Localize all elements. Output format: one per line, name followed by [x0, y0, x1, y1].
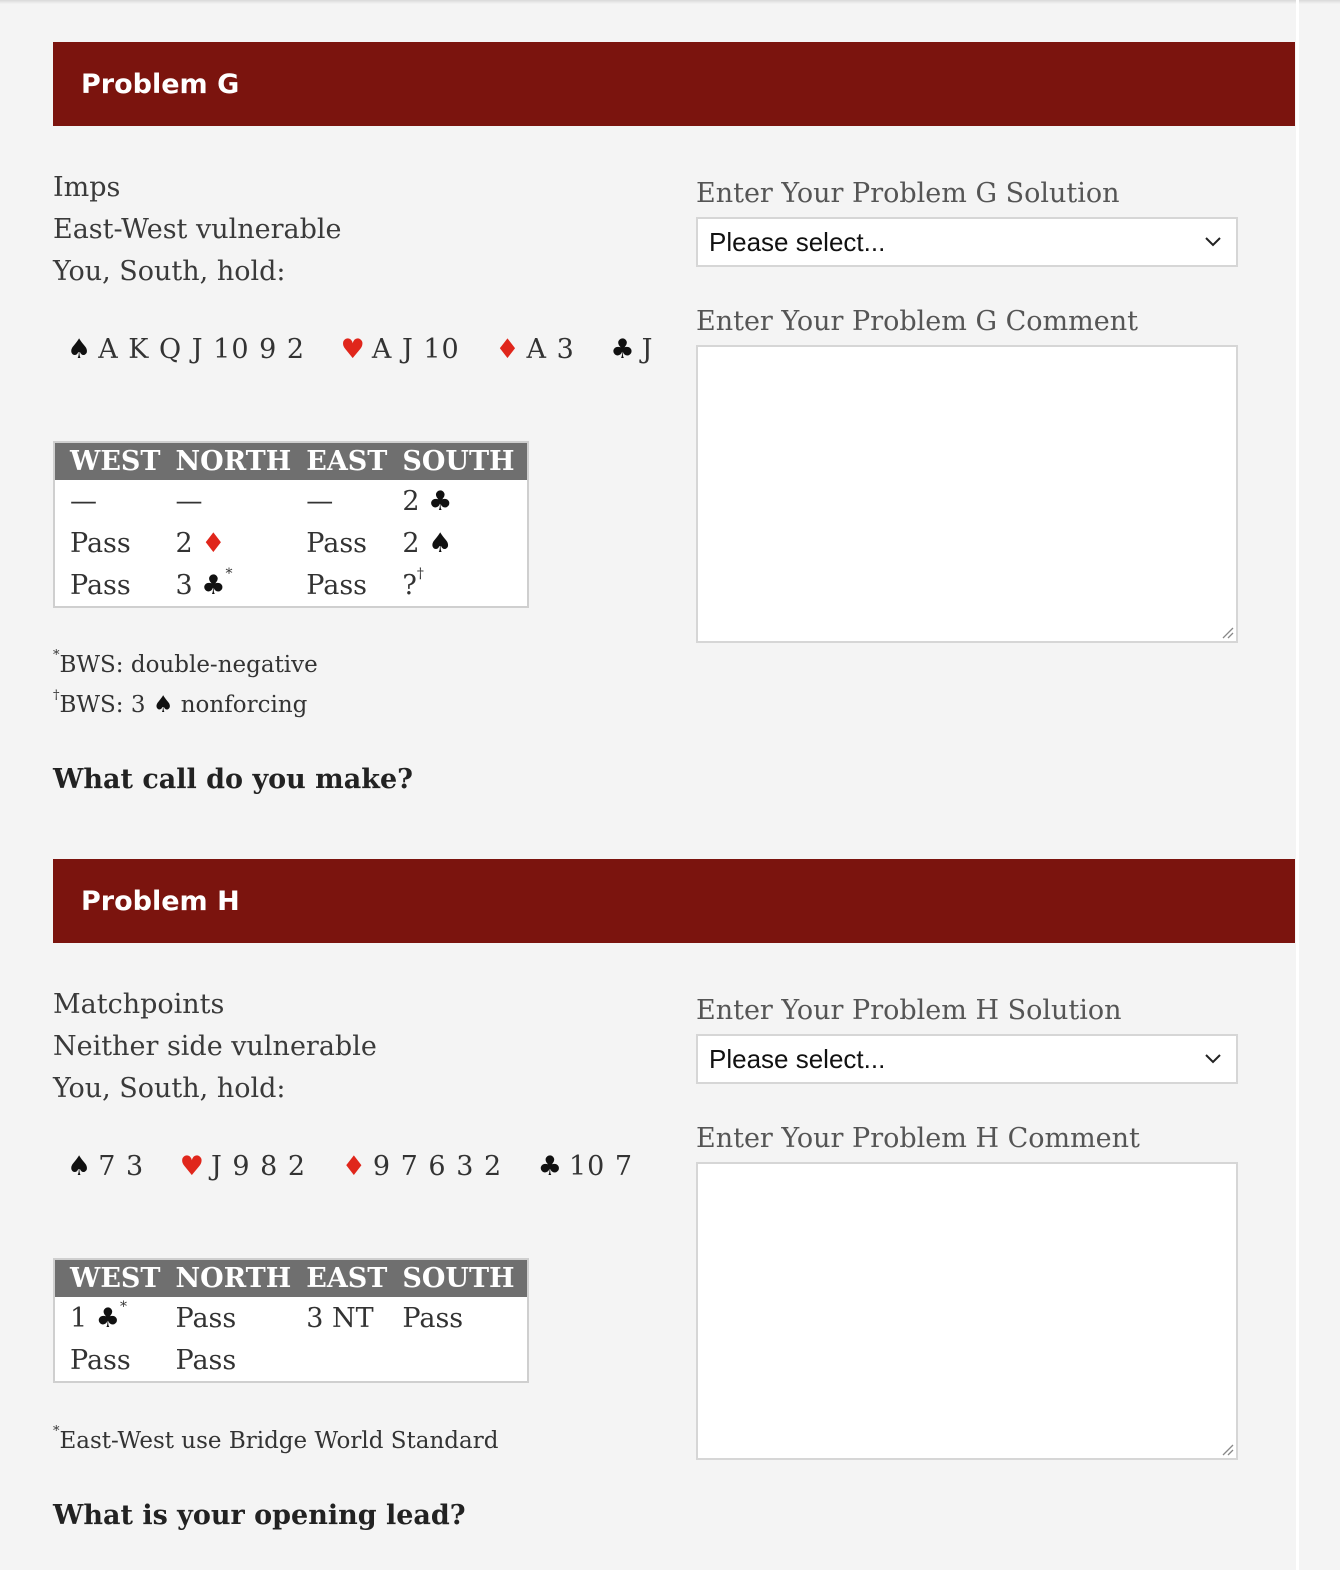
header-east: EAST — [291, 1259, 387, 1297]
solution-label: Enter Your Problem G Solution — [696, 178, 1120, 209]
problem-h-hand — [67, 1151, 659, 1182]
content-border — [1296, 0, 1299, 1570]
problem-g-auction-table — [53, 441, 529, 608]
header-west: WEST — [54, 1259, 161, 1297]
heart-icon: ♥ — [179, 1151, 205, 1182]
solution-label: Enter Your Problem H Solution — [696, 995, 1122, 1026]
solution-select[interactable] — [696, 217, 1238, 267]
auction-call: 2 ♠ — [402, 527, 453, 559]
auction-row — [54, 1339, 528, 1382]
scoring-text: Imps — [53, 172, 121, 203]
hearts-holding: J 9 8 2 — [210, 1151, 307, 1182]
spade-icon: ♠ — [67, 1151, 93, 1182]
footnote: †BWS: 3 ♠ nonforcing — [53, 688, 308, 718]
header-east: EAST — [291, 442, 387, 480]
vulnerability-text: Neither side vulnerable — [53, 1031, 377, 1062]
clubs-holding: 10 7 — [568, 1151, 634, 1182]
auction-call: Pass — [70, 569, 131, 601]
hold-text: You, South, hold: — [53, 1073, 286, 1104]
resize-grip-icon[interactable] — [1220, 625, 1234, 639]
problem-g-hand — [67, 334, 679, 365]
spades-holding: A K Q J 10 9 2 — [98, 334, 306, 365]
auction-row — [54, 564, 528, 607]
problem-h-banner — [53, 859, 1295, 943]
chevron-down-icon — [1202, 230, 1224, 252]
comment-label: Enter Your Problem G Comment — [696, 306, 1138, 337]
auction-call: Pass — [402, 1302, 464, 1334]
auction-call: 2 ♣ — [402, 485, 453, 517]
auction-call: — — [70, 485, 97, 517]
problem-g-banner — [53, 42, 1295, 126]
auction-call: — — [306, 485, 334, 517]
auction-call: Pass — [175, 1344, 237, 1376]
problem-g-title: Problem G — [81, 68, 240, 100]
auction-call: 1 ♣* — [70, 1298, 127, 1334]
header-north: NORTH — [161, 1259, 292, 1297]
auction-call: — — [175, 485, 203, 517]
hearts-holding: A J 10 — [371, 334, 460, 365]
resize-grip-icon[interactable] — [1220, 1442, 1234, 1456]
header-south: SOUTH — [387, 442, 528, 480]
footnote: *East-West use Bridge World Standard — [53, 1424, 499, 1454]
diamond-icon: ♦ — [495, 334, 521, 365]
clubs-holding: J — [641, 334, 654, 365]
header-west: WEST — [54, 442, 161, 480]
comment-textarea[interactable] — [696, 1162, 1238, 1460]
problem-h-auction-table — [53, 1258, 529, 1383]
chevron-down-icon — [1202, 1047, 1224, 1069]
diamonds-holding: A 3 — [526, 334, 575, 365]
auction-call: Pass — [70, 1344, 131, 1376]
problem-g-section — [53, 42, 1295, 822]
auction-header-row — [54, 1259, 528, 1297]
select-value: Please select... — [709, 1043, 886, 1074]
problem-h-conditions — [53, 984, 673, 1110]
header-south: SOUTH — [387, 1259, 528, 1297]
problem-h-question: What is your opening lead? — [53, 1500, 466, 1531]
vulnerability-text: East-West vulnerable — [53, 214, 342, 245]
comment-textarea[interactable] — [696, 345, 1238, 643]
auction-call: 2 ♦ — [175, 527, 226, 559]
problem-h-section — [53, 859, 1295, 1570]
auction-call: 3 ♣* — [175, 565, 233, 601]
top-shadow — [0, 0, 1340, 4]
club-icon: ♣ — [537, 1151, 563, 1182]
diamonds-holding: 9 7 6 3 2 — [372, 1151, 503, 1182]
spades-holding: 7 3 — [98, 1151, 145, 1182]
auction-call: ?† — [402, 565, 424, 601]
comment-label: Enter Your Problem H Comment — [696, 1123, 1140, 1154]
auction-call — [387, 1339, 528, 1382]
diamond-icon: ♦ — [341, 1151, 367, 1182]
auction-call: Pass — [70, 527, 131, 559]
auction-call: 3 NT — [306, 1302, 374, 1334]
scoring-text: Matchpoints — [53, 989, 225, 1020]
solution-select[interactable] — [696, 1034, 1238, 1084]
club-icon: ♣ — [610, 334, 636, 365]
auction-row — [54, 480, 528, 522]
auction-row — [54, 1297, 528, 1339]
hold-text: You, South, hold: — [53, 256, 286, 287]
select-value: Please select... — [709, 226, 886, 257]
problem-h-title: Problem H — [81, 885, 240, 917]
auction-row — [54, 522, 528, 564]
auction-call: Pass — [175, 1302, 237, 1334]
problem-g-question: What call do you make? — [53, 764, 413, 795]
problem-g-conditions — [53, 167, 673, 293]
auction-call: Pass — [306, 569, 368, 601]
spade-icon: ♠ — [67, 334, 93, 365]
header-north: NORTH — [161, 442, 292, 480]
auction-header-row — [54, 442, 528, 480]
heart-icon: ♥ — [340, 334, 366, 365]
footnote: *BWS: double-negative — [53, 648, 318, 678]
auction-call: Pass — [306, 527, 368, 559]
auction-call — [291, 1339, 387, 1382]
